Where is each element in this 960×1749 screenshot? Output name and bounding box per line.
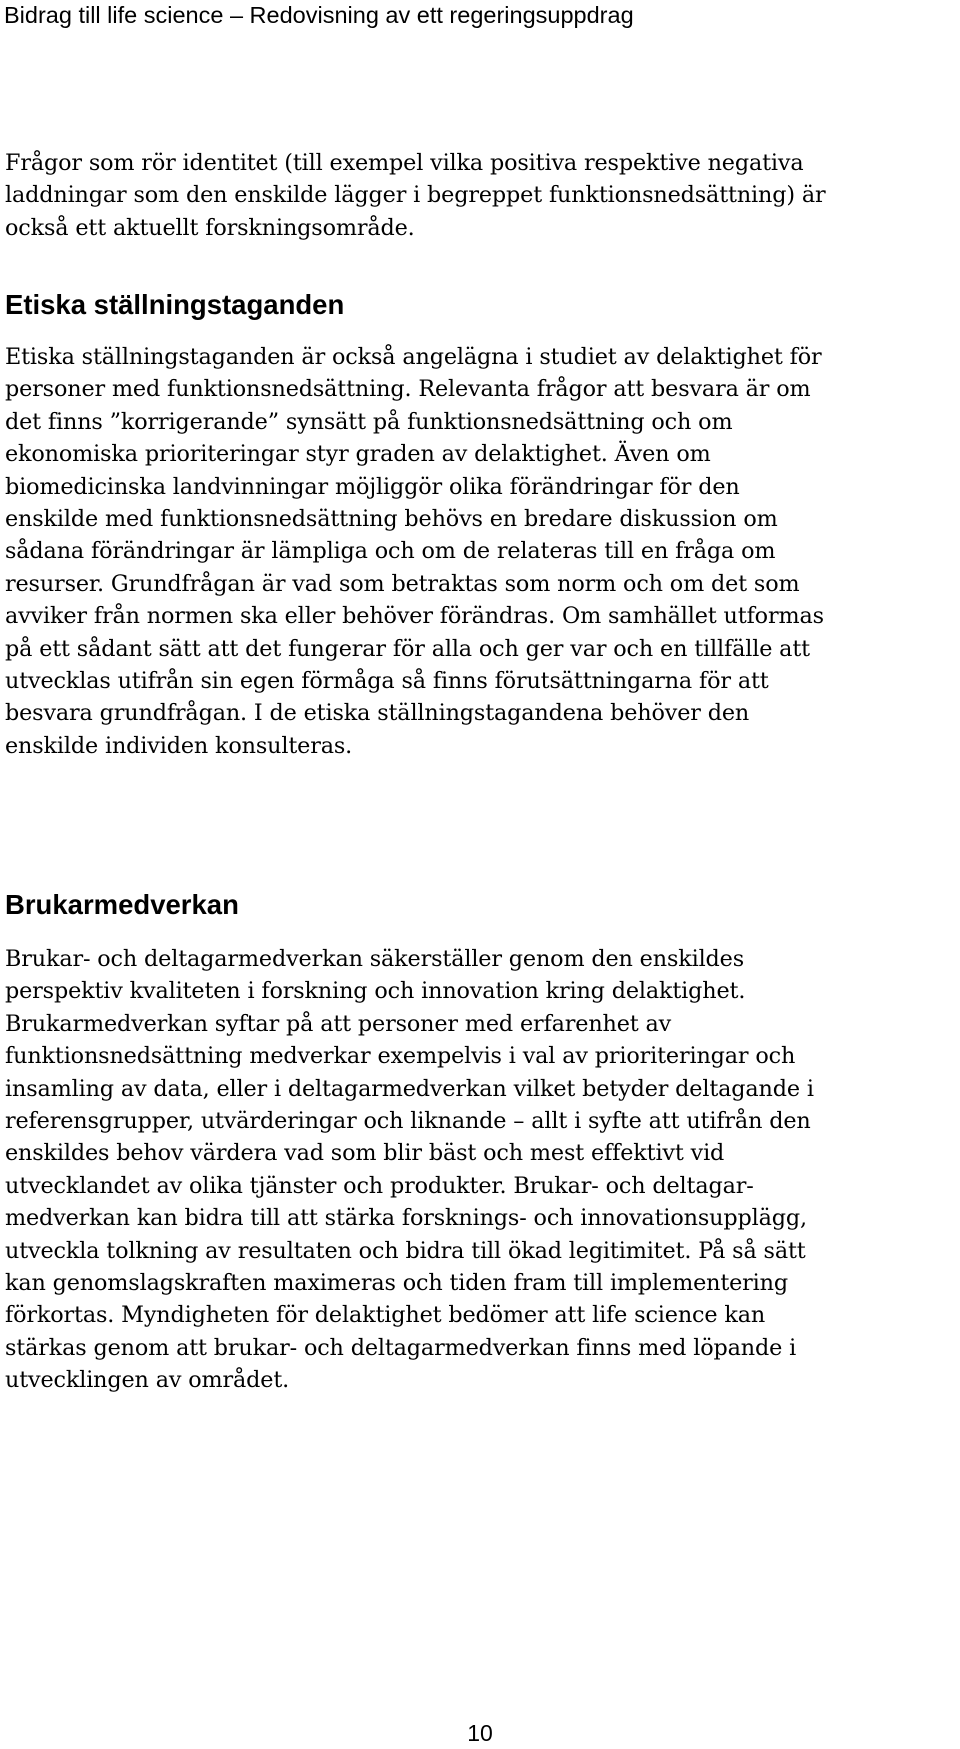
text-line: insamling av data, eller i deltagarmedverkan vilket betyder deltagande i: [5, 1075, 814, 1102]
text-line: Brukar- och deltagarmedverkan säkerställer genom den enskildes: [5, 946, 745, 972]
text-line: avviker från normen ska eller behöver förändras. Om samhället utformas: [5, 603, 824, 630]
section-heading-ethics: Etiska ställningstaganden: [5, 289, 345, 320]
text-line: enskildes behov värdera vad som blir bäst och mest effektivt vid: [5, 1140, 725, 1167]
text-line: utvecklandet av olika tjänster och produkter. Brukar- och deltagar-: [5, 1172, 754, 1199]
text-line: utvecklingen av området.: [5, 1367, 290, 1394]
text-line: enskilde individen konsulteras.: [5, 732, 353, 759]
ethics-paragraph: [5, 341, 955, 762]
text-line: Etiska ställningstaganden är också angelägna i studiet av delaktighet för: [5, 344, 822, 370]
text-line: enskilde med funktionsnedsättning behövs en bredare diskussion om: [5, 506, 778, 533]
text-line: ekonomiska prioriteringar styr graden av delaktighet. Även om: [5, 441, 711, 468]
text-line: besvara grundfrågan. I de etiska ställningstagandena behöver den: [5, 700, 750, 727]
text-line: på ett sådant sätt att det fungerar för alla och ger var och en tillfälle att: [5, 635, 810, 662]
text-line: stärkas genom att brukar- och deltagarmedverkan finns med löpande i: [5, 1334, 797, 1361]
running-header: Bidrag till life science – Redovisning av ett regeringsuppdrag: [4, 2, 634, 28]
text-line: Brukarmedverkan syftar på att personer med erfarenhet av: [5, 1010, 672, 1037]
text-line: resurser. Grundfrågan är vad som betraktas som norm och om det som: [5, 570, 800, 597]
text-line: Frågor som rör identitet (till exempel vilka positiva respektive negativa: [5, 150, 804, 176]
text-line: perspektiv kvaliteten i forskning och innovation kring delaktighet.: [5, 978, 746, 1005]
text-line: sådana förändringar är lämpliga och om de relateras till en fråga om: [5, 538, 776, 565]
text-line: det finns ”korrigerande” synsätt på funktionsnedsättning och om: [5, 408, 733, 435]
text-line: referensgrupper, utvärderingar och liknande – allt i syfte att utifrån den: [5, 1108, 811, 1135]
text-line: funktionsnedsättning medverkar exempelvis i val av prioriteringar och: [5, 1043, 796, 1070]
text-line: utveckla tolkning av resultaten och bidra till ökad legitimitet. På så sätt: [5, 1237, 806, 1264]
text-line: också ett aktuellt forskningsområde.: [5, 214, 415, 241]
intro-paragraph: [5, 147, 955, 244]
section-heading-user-involvement: Brukarmedverkan: [5, 889, 239, 920]
text-line: kan genomslagskraften maximeras och tiden fram till implementering: [5, 1270, 789, 1297]
text-line: biomedicinska landvinningar möjliggör olika förändringar för den: [5, 473, 740, 500]
text-line: medverkan kan bidra till att stärka forsknings- och innovationsupplägg,: [5, 1205, 807, 1232]
user-involvement-paragraph: [5, 943, 955, 1397]
text-line: utvecklas utifrån sin egen förmåga så finns förutsättningarna för att: [5, 668, 769, 695]
text-line: laddningar som den enskilde lägger i begreppet funktionsnedsättning) är: [5, 182, 826, 209]
page-number: 10: [467, 1720, 493, 1746]
text-line: förkortas. Myndigheten för delaktighet bedömer att life science kan: [5, 1302, 766, 1329]
text-line: personer med funktionsnedsättning. Relevanta frågor att besvara är om: [5, 376, 811, 403]
